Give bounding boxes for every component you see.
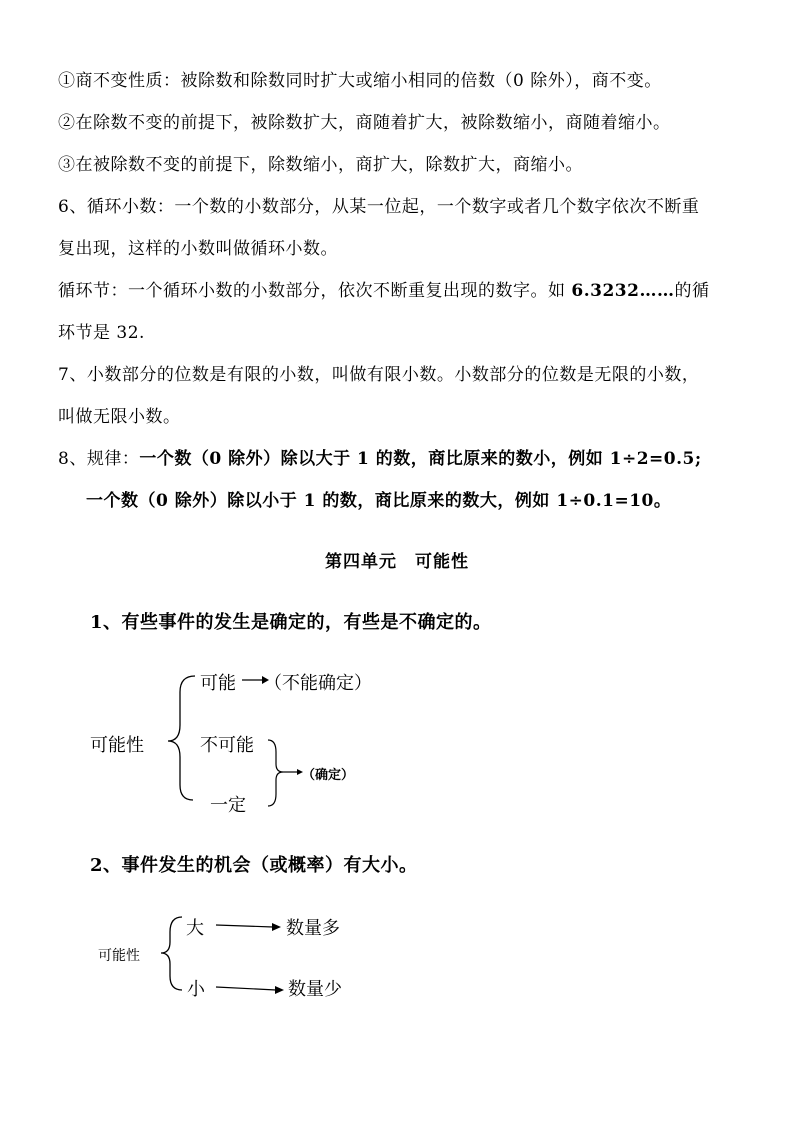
diagram2-small-result: 数量少 <box>288 979 342 1000</box>
diagram2-arrowhead-small <box>275 986 284 994</box>
recurring-decimal-line-cont: 复出现，这样的小数叫做循环小数。 <box>58 239 338 259</box>
diagram2-arrow-small <box>216 987 276 990</box>
diagram1-certain: 一定 <box>210 795 246 816</box>
diagram2-arrowhead-big <box>272 923 281 931</box>
section-title: 第四单元 可能性 <box>325 552 469 572</box>
infinite-decimal-line: 叫做无限小数。 <box>58 407 181 427</box>
diagram1-possible: 可能 <box>200 673 236 694</box>
rule-divide-greater: 一个数（0 除外）除以大于 1 的数，商比原来的数小，例如 1÷2=0.5; <box>139 449 702 469</box>
divisor-fixed-line: ②在除数不变的前提下，被除数扩大，商随着扩大，被除数缩小，商随着缩小。 <box>58 113 671 133</box>
diagram2-arrow-big <box>216 925 273 927</box>
diagram1-certain-result: （确定） <box>302 768 355 783</box>
dividend-fixed-line: ③在被除数不变的前提下，除数缩小，商扩大，除数扩大，商缩小。 <box>58 155 583 175</box>
repetend-text-a: 循环节：一个循环小数的小数部分，依次不断重复出现的数字。如 <box>58 281 572 301</box>
diagram2-brace <box>161 917 182 990</box>
recurring-decimal-line: 6、循环小数：一个数的小数部分，从某一位起，一个数字或者几个数字依次不断重 <box>58 197 700 217</box>
repetend-text-c: 的循 <box>674 281 710 301</box>
diagram2-big-result: 数量多 <box>286 918 340 939</box>
diagram1-impossible: 不可能 <box>200 735 254 756</box>
point-1: 1、有些事件的发生是确定的，有些是不确定的。 <box>90 612 492 633</box>
diagram1-uncertain: （不能确定） <box>264 673 372 694</box>
diagram1-root: 可能性 <box>90 735 144 756</box>
repetend-example: 6.3232…… <box>571 281 675 301</box>
quotient-property-line: ①商不变性质：被除数和除数同时扩大或缩小相同的倍数（0 除外），商不变。 <box>58 71 662 91</box>
diagram2-big: 大 <box>186 918 204 939</box>
rule-label: 8、规律： <box>58 449 140 469</box>
diagram2-root: 可能性 <box>98 948 140 964</box>
repetend-line-cont: 环节是 32. <box>58 323 145 343</box>
rule-divide-less: 一个数（0 除外）除以小于 1 的数，商比原来的数大，例如 1÷0.1=10。 <box>86 491 672 511</box>
diagram2-small: 小 <box>187 979 205 1000</box>
finite-decimal-line: 7、小数部分的位数是有限的小数，叫做有限小数。小数部分的位数是无限的小数， <box>58 365 700 385</box>
point-2: 2、事件发生的机会（或概率）有大小。 <box>90 855 418 876</box>
